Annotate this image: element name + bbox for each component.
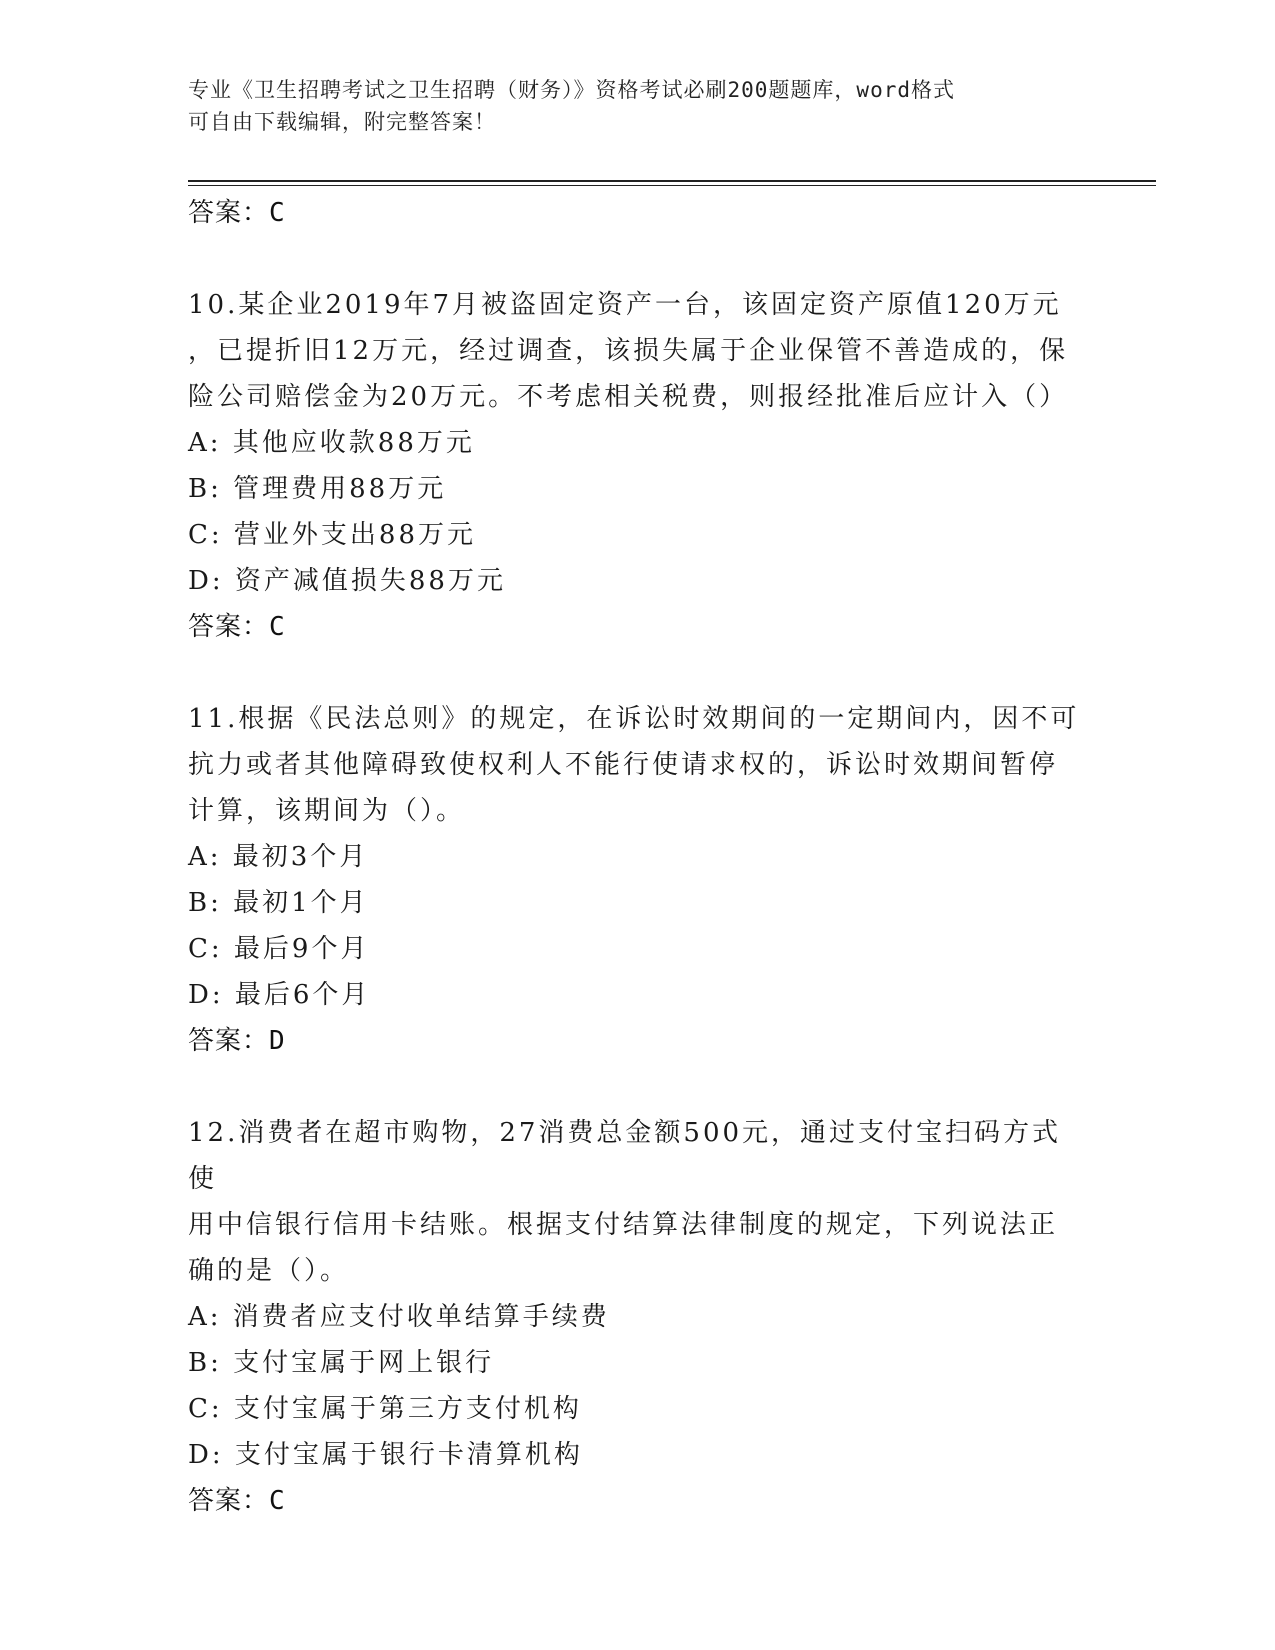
option-d: D: 最后6个月 <box>188 980 371 1010</box>
option-c: C: 营业外支出88万元 <box>188 520 477 550</box>
question-12 <box>188 1110 1088 1524</box>
answer-line: 答案：C <box>188 198 286 228</box>
header-divider-thick <box>188 180 1156 182</box>
page-header <box>188 74 1088 138</box>
option-a: A: 其他应收款88万元 <box>188 428 475 458</box>
option-b: B: 支付宝属于网上银行 <box>188 1348 495 1378</box>
question-line: 抗力或者其他障碍致使权利人不能行使请求权的，诉讼时效期间暂停 <box>188 750 1059 780</box>
question-line: ，已提折旧12万元，经过调查，该损失属于企业保管不善造成的，保 <box>188 336 1069 366</box>
question-line: 险公司赔偿金为20万元。不考虑相关税费，则报经批准后应计入（） <box>188 382 1069 412</box>
answer-line: 答案：C <box>188 1486 286 1516</box>
answer-line: 答案：C <box>188 612 286 642</box>
header-line-2: 可自由下载编辑，附完整答案！ <box>188 110 496 134</box>
question-11 <box>188 696 1088 1064</box>
question-line: 用中信银行信用卡结账。根据支付结算法律制度的规定，下列说法正 <box>188 1210 1059 1240</box>
header-line-1: 专业《卫生招聘考试之卫生招聘（财务）》资格考试必刷200题题库，word格式 <box>188 78 955 102</box>
question-line: 确的是（）。 <box>188 1256 350 1286</box>
option-b: B: 管理费用88万元 <box>188 474 447 504</box>
option-d: D: 资产减值损失88万元 <box>188 566 506 596</box>
option-d: D: 支付宝属于银行卡清算机构 <box>188 1440 583 1470</box>
option-c: C: 最后9个月 <box>188 934 370 964</box>
question-line: 11.根据《民法总则》的规定，在诉讼时效期间的一定期间内，因不可 <box>188 704 1080 734</box>
question-10 <box>188 282 1088 650</box>
answer-line: 答案：D <box>188 1026 286 1056</box>
question-line: 计算，该期间为（）。 <box>188 796 466 826</box>
header-divider-thin <box>188 185 1156 186</box>
option-c: C: 支付宝属于第三方支付机构 <box>188 1394 582 1424</box>
option-b: B: 最初1个月 <box>188 888 369 918</box>
option-a: A: 消费者应支付收单结算手续费 <box>188 1302 610 1332</box>
question-line: 10.某企业2019年7月被盗固定资产一台，该固定资产原值120万元 <box>188 290 1062 320</box>
option-a: A: 最初3个月 <box>188 842 369 872</box>
document-body <box>188 190 1088 1524</box>
question-line: 12.消费者在超市购物，27消费总金额500元，通过支付宝扫码方式使 <box>188 1118 1062 1194</box>
